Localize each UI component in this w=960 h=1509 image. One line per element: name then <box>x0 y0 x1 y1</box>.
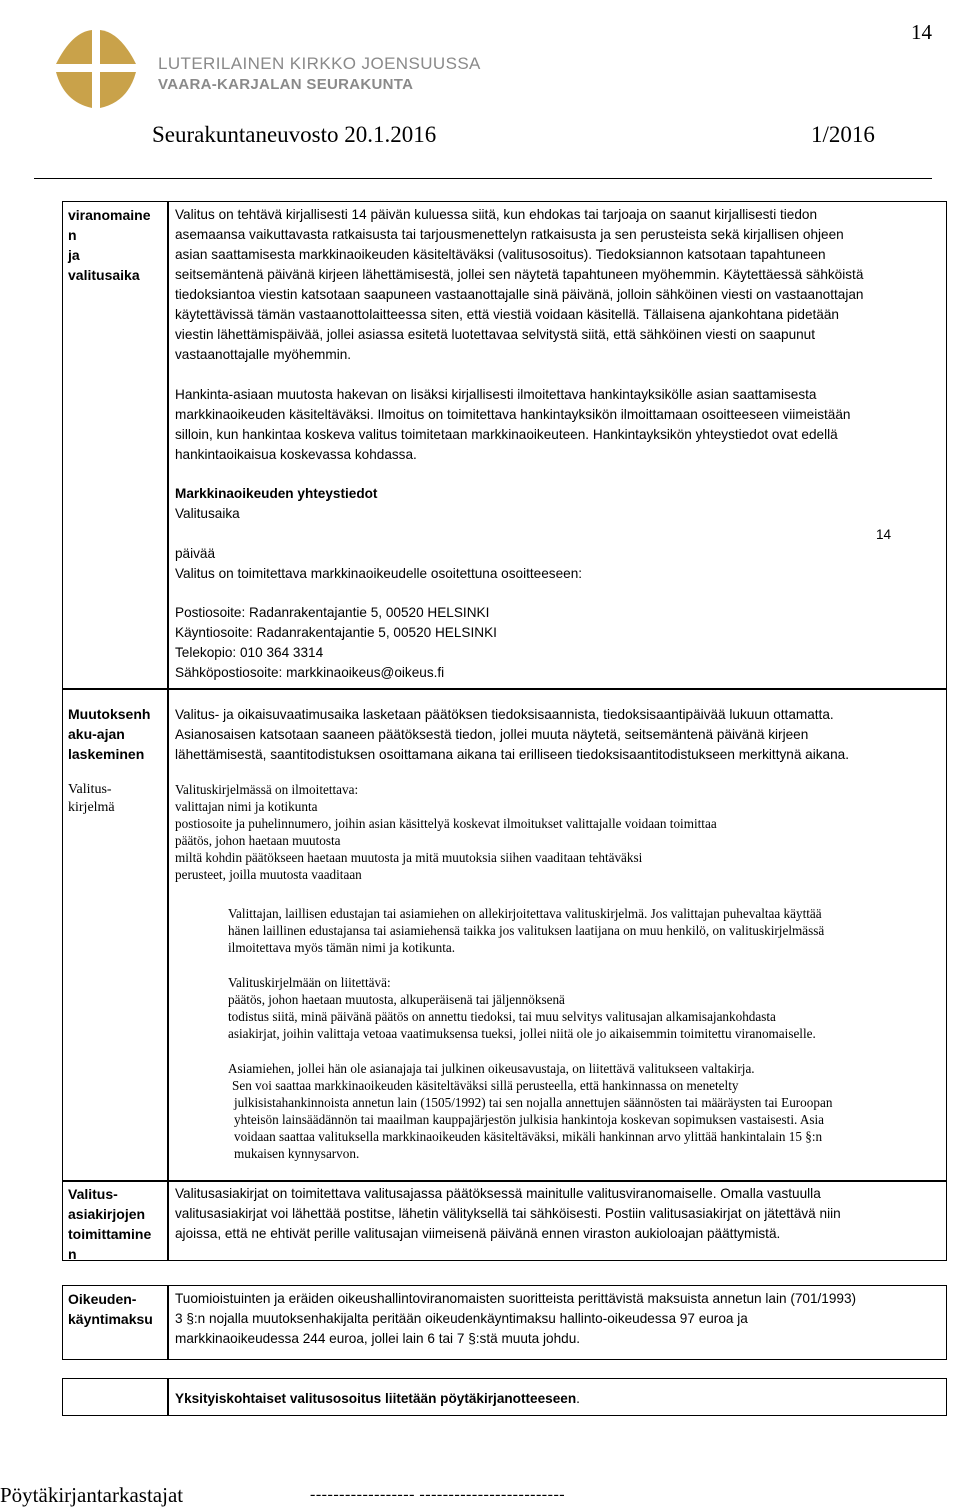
text-line: päätös, johon haetaan muutosta, alkuperäisenä tai jäljennöksenä <box>228 992 565 1007</box>
text-line: Sen voi saattaa markkinaoikeuden käsiteltäväksi sillä perusteella, että hankinnassa on menetelty <box>232 1078 739 1093</box>
text-line: Asiamiehen, jollei hän ole asianajaja tai julkinen oikeusavustaja, on liitettävä valitukseen valtakirja. <box>228 1061 755 1076</box>
text-line: todistus siitä, minä päivänä päätös on annettu tiedoksi, tai muu selvitys valitusajan alkamisajankohdasta <box>228 1009 776 1024</box>
text-line: 3 §:n nojalla muutoksenhakijalta peritään oikeudenkäyntimaksu hallinto-oikeudessa 97 euroa ja <box>175 1311 748 1326</box>
text-line: tiedoksiantoa viestin katsotaan saapuneen vastaanottajalle sinä päivänä, jolloin sähköinen viesti on vastaanottajan <box>175 287 864 302</box>
label-line: valitusaika <box>68 267 140 283</box>
label-line: n <box>68 227 77 243</box>
text-line: ajoissa, että ne ehtivät perille valitusajan viimeisenä päivänä ennen viraston aukioloajan päättymistä. <box>175 1226 781 1241</box>
meeting-title: Seurakuntaneuvosto 20.1.2016 <box>152 122 437 147</box>
appeal-letter-contents <box>175 781 717 883</box>
label-line: käyntimaksu <box>68 1311 153 1327</box>
text-line: asiakirjat, joihin valittaja vetoaa vaatimuksensa tueksi, jollei niitä ole jo aikaisemmin toimitettu viranomaiselle. <box>228 1026 816 1041</box>
address-line: Käyntiosoite: Radanrakentajantie 5, 00520 HELSINKI <box>175 625 497 640</box>
text-line: viestin lähettämispäivää, jollei asiassa esitetä luotettavaa selvitystä siitä, että sähköinen viesti on saapunut <box>175 327 816 342</box>
delivery-label <box>68 1184 151 1264</box>
text-line: Tuomioistuinten ja eräiden oikeushallintoviranomaisten suoritteista perittävistä maksuista annetun lain (701/1993) <box>175 1291 857 1306</box>
logo-line-1: LUTERILAINEN KIRKKO JOENSUUSSA <box>158 54 481 73</box>
text-line: perusteet, joilla muutosta vaaditaan <box>175 867 362 882</box>
text-line: silloin, kun hankintaa koskeva valitus toimitetaan markkinaoikeuteen. Hankintayksikön yhteystiedot ovat edellä <box>175 427 838 442</box>
power-of-attorney-paragraph <box>228 1060 832 1162</box>
header-divider <box>34 178 932 179</box>
appeal-time-paragraph <box>175 205 945 365</box>
label-line: toimittamine <box>68 1226 152 1242</box>
text-line: Valitus- ja oikaisuvaatimusaika lasketaan päätöksen tiedoksisaannista, tiedoksisaantipäivää lukuun ottamatta. <box>175 707 834 722</box>
label-line: kirjelmä <box>68 800 115 815</box>
text-line: asemaansa vaikuttavasta ratkaisusta tai tarjousmenettelyn ratkaisusta ja sen perusteista sekä kirjallisen ohjeen <box>175 227 844 242</box>
attachments-list <box>228 974 816 1042</box>
text-line: hankintaoikaisua koskevassa kohdassa. <box>175 447 417 462</box>
text-line: voidaan saattaa valituksella markkinaoikeuden käsiteltäväksi, mikäli hankinnan arvo ylittää hankintalain 15 §:n <box>234 1129 823 1144</box>
more-info-bold: Yksityiskohtaiset valitusosoitus liitetään pöytäkirjanotteeseen <box>175 1391 577 1406</box>
text-line: Valituskirjelmään on liitettävä: <box>228 975 391 990</box>
address-line: Postiosoite: Radanrakentajantie 5, 00520 HELSINKI <box>175 605 490 620</box>
text-line: päätös, johon haetaan muutosta <box>175 833 341 848</box>
text-line: miltä kohdin päätökseen haetaan muutosta ja mitä muutoksia siihen vaaditaan tehtäväksi <box>175 850 643 865</box>
days-word: päivää <box>175 546 216 561</box>
label-line: Oikeuden- <box>68 1291 137 1307</box>
logo-line-2: VAARA-KARJALAN SEURAKUNTA <box>158 76 414 93</box>
procurement-notice-paragraph <box>175 385 945 465</box>
more-info-period: . <box>576 1391 580 1406</box>
label-line: Muutoksenh <box>68 706 151 722</box>
page-number: 14 <box>911 20 932 44</box>
appeal-days-value: 14 <box>876 527 892 542</box>
court-address <box>175 603 497 683</box>
text-line: asian saattamisesta markkinaoikeuden käsiteltäväksi (valitusosoitus). Tiedoksiannon katsotaan tapahtuneen <box>175 247 826 262</box>
text-line: mukaisen kynnysarvon. <box>234 1146 360 1161</box>
signature-lines: ------------------ ------------------------- <box>310 1486 566 1503</box>
text-line: markkinaoikeuden käsiteltäväksi. Ilmoitus on toimitettava hankintayksikön ilmoittamaan osoitteeseen viimeistään <box>175 407 851 422</box>
signature-requirement <box>228 905 824 956</box>
text-line: Asianosaisen katsotaan saaneen päätöksestä tiedon, jollei muuta näytetä, seitsemäntenä päivänä kirjeen <box>175 727 809 742</box>
address-line: Telekopio: 010 364 3314 <box>175 645 324 660</box>
label-line: ja <box>68 247 80 263</box>
calc-label <box>68 704 150 764</box>
text-line: valitusasiakirjat voi lähettää postitse, lähetin välityksellä tai sähköisesti. Postiin valitusasiakirjat on jätettävä niin <box>175 1206 841 1221</box>
label-line: laskeminen <box>68 746 145 762</box>
fee-paragraph <box>175 1289 945 1349</box>
church-cross-logo-icon <box>50 22 142 114</box>
text-line: Hankinta-asiaan muutosta hakevan on lisäksi kirjallisesti ilmoitettava hankintayksikölle asian saattamisesta <box>175 387 817 402</box>
text-line: ilmoitettava myös tämän nimi ja kotikunta. <box>228 940 456 955</box>
label-line: viranomaine <box>68 207 151 223</box>
fee-label <box>68 1289 153 1329</box>
minutes-checkers-label: Pöytäkirjantarkastajat <box>0 1483 184 1507</box>
calc-paragraph <box>175 705 945 765</box>
label-line: aku-ajan <box>68 726 125 742</box>
text-line: julkisistahankinnoista annetun lain (1505/1992) tai sen nojalla annettujen säännösten tai määräysten tai Euroopan <box>234 1095 833 1110</box>
text-line: valittajan nimi ja kotikunta <box>175 799 318 814</box>
label-line: Valitus- <box>68 782 112 797</box>
authority-label <box>68 205 150 285</box>
label-line: asiakirjojen <box>68 1206 146 1222</box>
text-line: Valitus on tehtävä kirjallisesti 14 päivän kuluessa siitä, kun ehdokas tai tarjoaja on saanut kirjallisesti tiedon <box>175 207 818 222</box>
text-line: markkinaoikeudessa 244 euroa, jollei lain 6 tai 7 §:stä muuta johdu. <box>175 1331 581 1346</box>
text-line: käytettävissä tämän vastaanottolaitteessa siten, että viestiä voidaan käsitellä. Tällaisena ajankohtana pidetään <box>175 307 839 322</box>
text-line: Valitusasiakirjat on toimitettava valitusajassa päätöksessä mainitulle valitusviranomaiselle. Omalla vastuulla <box>175 1186 821 1201</box>
label-line: n <box>68 1246 77 1262</box>
more-info-label-box <box>62 1378 169 1416</box>
text-line: yhteisön lainsäädännön tai maailman kauppajärjestön julkisia hankintoja koskevan sopimuksen vastaisesti. Asia <box>234 1112 825 1127</box>
issue-number: 1/2016 <box>811 122 875 147</box>
address-line: Sähköpostiosoite: markkinaoikeus@oikeus.fi <box>175 665 445 680</box>
text-line: seitsemäntenä päivänä kirjeen lähettämisestä, jollei sen näytetä tapahtuneen myöhemmin. Käytettäessä sähköistä <box>175 267 864 282</box>
appeal-period-label: Valitusaika <box>175 506 240 521</box>
text-line: Valituskirjelmässä on ilmoitettava: <box>175 782 359 797</box>
label-line: Valitus- <box>68 1186 118 1202</box>
appeal-letter-label <box>68 781 115 817</box>
text-line: hänen laillinen edustajansa tai asiamiehensä taikka jos valituksen laatijana on muu henkilö, on valituskirjelmässä <box>228 923 825 938</box>
text-line: lähettämisestä, saantitodistuksen osoittamana aikana tai erilliseen tiedoksisaantitodistukseen merkittynä aikana. <box>175 747 850 762</box>
submit-to-text: Valitus on toimitettava markkinaoikeudelle osoitettuna osoitteeseen: <box>175 566 583 581</box>
text-line: vastaanottajalle myöhemmin. <box>175 347 352 362</box>
text-line: postiosoite ja puhelinnumero, joihin asian käsittelyä koskevat ilmoitukset valittajalle voidaan toimittaa <box>175 816 717 831</box>
delivery-paragraph <box>175 1184 945 1244</box>
more-info-text <box>175 1389 580 1409</box>
court-contact-heading: Markkinaoikeuden yhteystiedot <box>175 486 378 501</box>
organization-logo-text <box>158 54 481 93</box>
text-line: Valittajan, laillisen edustajan tai asiamiehen on allekirjoitettava valituskirjelmä. Jos valittajan puhevaltaa käyttää <box>228 906 822 921</box>
